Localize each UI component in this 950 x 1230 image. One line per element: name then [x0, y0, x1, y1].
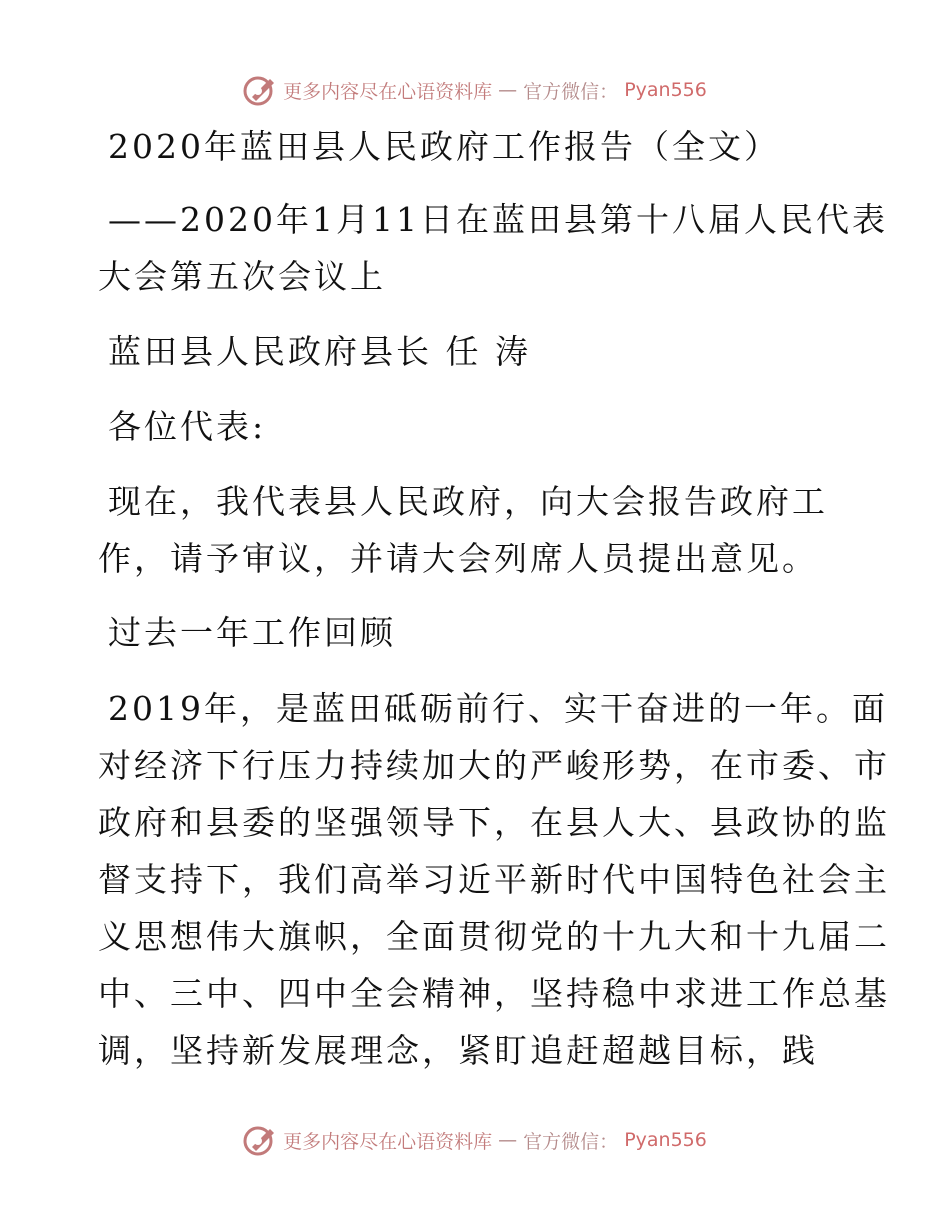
intro-line-1: 现在，我代表县人民政府，向大会报告政府工 — [108, 482, 828, 521]
watermark-banner-top — [0, 70, 950, 110]
document-subtitle-line1: ——2020年1月11日在蓝田县第十八届人民代表 — [108, 200, 888, 239]
pen-logo-icon — [243, 1123, 277, 1157]
section-heading: 过去一年工作回顾 — [108, 613, 396, 652]
intro-line-2: 作，请予审议，并请大会列席人员提出意见。 — [98, 539, 818, 578]
watermark-separator: — — [498, 79, 518, 101]
watermark-separator: — — [498, 1129, 518, 1151]
document-salutation: 各位代表: — [108, 407, 267, 446]
document-title: 2020年蓝田县人民政府工作报告（全文） — [108, 127, 780, 166]
body-line: 2019年，是蓝田砥砺前行、实干奋进的一年。面 — [108, 689, 888, 728]
watermark-site-text: 更多内容尽在心语资料库 — [283, 80, 493, 103]
document-subtitle-line2: 大会第五次会议上 — [98, 257, 386, 296]
watermark-wechat-id: Pyan556 — [624, 1129, 707, 1151]
body-line: 督支持下，我们高举习近平新时代中国特色社会主 — [98, 860, 890, 899]
body-line: 调，坚持新发展理念，紧盯追赶超越目标，践 — [98, 1031, 818, 1070]
watermark-wechat-id: Pyan556 — [624, 79, 707, 101]
body-line: 政府和县委的坚强领导下，在县人大、县政协的监 — [98, 803, 890, 842]
watermark-wechat-label: 官方微信： — [523, 80, 619, 103]
watermark-banner-bottom — [0, 1120, 950, 1160]
body-line: 义思想伟大旗帜，全面贯彻党的十九大和十九届二 — [98, 917, 890, 956]
watermark-site-text: 更多内容尽在心语资料库 — [283, 1130, 493, 1153]
watermark-wechat-label: 官方微信： — [523, 1130, 619, 1153]
document-author: 蓝田县人民政府县长 任 涛 — [108, 332, 531, 371]
pen-logo-icon — [243, 73, 277, 107]
body-line: 对经济下行压力持续加大的严峻形势，在市委、市 — [98, 746, 890, 785]
body-line: 中、三中、四中全会精神，坚持稳中求进工作总基 — [98, 974, 890, 1013]
